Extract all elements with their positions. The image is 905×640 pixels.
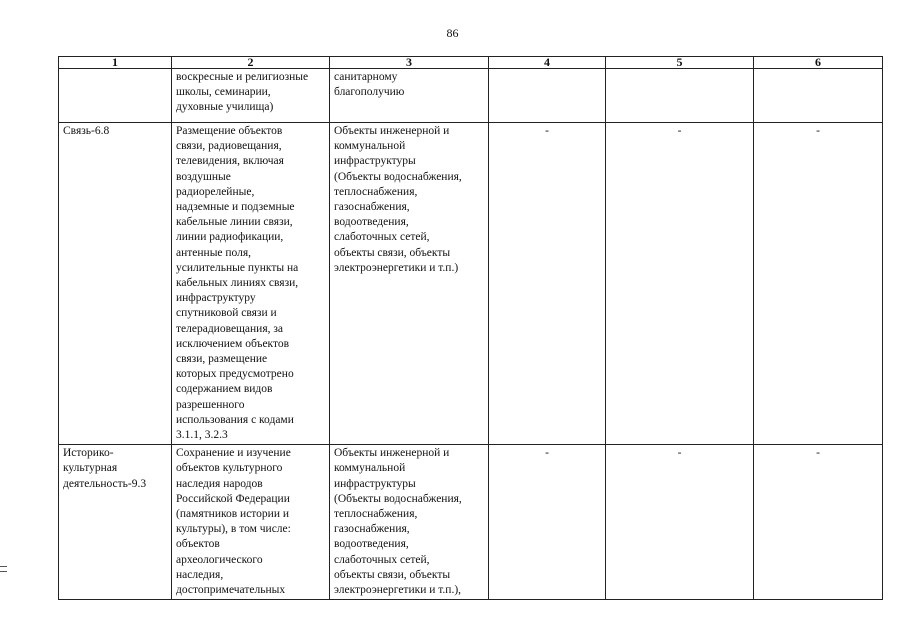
- cell-text-line: газоснабжения,: [334, 523, 410, 536]
- cell-text-line: телевидения, включая: [176, 155, 284, 168]
- cell-text-line: Размещение объектов: [176, 125, 283, 137]
- header-cell: 6: [754, 57, 883, 69]
- cell-text-line: Связь-6.8: [63, 125, 110, 137]
- cell-text-line: электроэнергетики и т.п.),: [334, 584, 462, 597]
- cell-text-line: археологического: [176, 553, 263, 566]
- cell-text-line: электроэнергетики и т.п.): [334, 261, 459, 274]
- cell-text-line: Историко-: [63, 447, 114, 460]
- cell-text-line: 3.1.1, 3.2.3: [176, 429, 228, 442]
- cell-text-line: духовные училища): [176, 101, 274, 114]
- cell-text-line: связи, радиовещания,: [176, 140, 282, 153]
- cell-text-line: теплоснабжения,: [334, 508, 418, 521]
- cell-text-line: наследия народов: [176, 477, 263, 490]
- cell-text-line: школы, семинарии,: [176, 86, 271, 99]
- cell-text-line: благополучию: [334, 86, 405, 99]
- param-cell-4: [489, 69, 606, 123]
- cell-text-line: объектов культурного: [176, 462, 283, 475]
- cell-text-line: слаботочных сетей,: [334, 231, 430, 244]
- cell-text-line: связи, размещение: [176, 353, 268, 366]
- cell-text-line: спутниковой связи и: [176, 307, 277, 320]
- cell-text-line: исключением объектов: [176, 337, 290, 350]
- land-use-table: [58, 56, 883, 600]
- cell-text-line: кабельных линиях связи,: [176, 277, 299, 290]
- cell-text-line: Объекты инженерной и: [334, 447, 450, 460]
- cell-text-line: слаботочных сетей,: [334, 553, 430, 566]
- zone-name-cell: [59, 123, 172, 445]
- param-cell-4: [489, 445, 606, 600]
- cell-text-line: радиорелейные,: [176, 185, 255, 198]
- param-cell-5: [606, 123, 754, 445]
- cell-text-line: водоотведения,: [334, 216, 409, 229]
- cell-value: -: [545, 125, 549, 137]
- use-description-cell: [172, 445, 330, 600]
- table-header-row: [59, 57, 883, 69]
- cell-text-line: наследия,: [176, 568, 224, 581]
- header-cell: 1: [59, 57, 172, 69]
- cell-value: -: [677, 447, 682, 460]
- cell-text-line: инфраструктуру: [176, 292, 256, 305]
- cell-text-line: которых предусмотрено: [176, 368, 294, 381]
- table-row: [59, 123, 883, 445]
- use-description-cell: [172, 69, 330, 123]
- cell-value: -: [816, 447, 820, 460]
- header-cell: 5: [606, 57, 754, 69]
- cell-text-line: усилительные пункты на: [176, 261, 299, 274]
- cell-text-line: линии радиофикации,: [176, 231, 284, 244]
- cell-text-line: Российской Федерации: [176, 492, 290, 505]
- cell-text-line: использования с кодами: [176, 413, 294, 426]
- cell-text-line: воздушные: [176, 170, 231, 183]
- cell-text-line: (Объекты водоснабжения,: [334, 170, 462, 183]
- cell-text-line: культурная: [63, 462, 118, 475]
- table-row: [59, 69, 883, 123]
- cell-value: -: [545, 447, 549, 460]
- cell-text-line: достопримечательных: [176, 584, 286, 597]
- cell-text-line: разрешенного: [176, 398, 245, 411]
- cell-text-line: содержанием видов: [176, 383, 273, 396]
- table-row: [59, 445, 883, 600]
- param-cell-5: [606, 69, 754, 123]
- cell-text-line: санитарному: [334, 71, 398, 83]
- header-cell: 3: [330, 57, 489, 69]
- zone-name-cell: [59, 69, 172, 123]
- cell-text-line: инфраструктуры: [334, 477, 416, 490]
- cell-text-line: коммунальной: [334, 462, 406, 475]
- cell-text-line: объекты связи, объекты: [334, 568, 451, 581]
- cell-text-line: антенные поля,: [176, 246, 252, 259]
- cell-text-line: инфраструктуры: [334, 155, 416, 168]
- cell-value: -: [677, 125, 682, 137]
- header-cell: 2: [172, 57, 330, 69]
- cell-value: -: [816, 125, 820, 137]
- cell-text-line: газоснабжения,: [334, 201, 410, 214]
- param-cell-4: [489, 123, 606, 445]
- cell-text-line: телерадиовещания, за: [176, 322, 284, 335]
- page-number: 86: [446, 26, 459, 40]
- cell-text-line: кабельные линии связи,: [176, 216, 293, 229]
- cell-text-line: объекты связи, объекты: [334, 246, 451, 259]
- param-cell-6: [754, 69, 883, 123]
- cell-text-line: надземные и подземные: [176, 201, 295, 214]
- cell-text-line: (памятников истории и: [176, 508, 290, 521]
- cell-text-line: теплоснабжения,: [334, 185, 418, 198]
- cell-text-line: коммунальной: [334, 140, 406, 153]
- param-cell-6: [754, 445, 883, 600]
- cell-text-line: Объекты инженерной и: [334, 125, 450, 137]
- cell-text-line: воскресные и религиозные: [176, 71, 309, 83]
- page-edge-mark: [0, 566, 7, 572]
- header-cell: 4: [489, 57, 606, 69]
- related-objects-cell: [330, 123, 489, 445]
- cell-text-line: (Объекты водоснабжения,: [334, 492, 462, 505]
- cell-text-line: объектов: [176, 538, 220, 551]
- param-cell-5: [606, 445, 754, 600]
- cell-text-line: водоотведения,: [334, 538, 409, 551]
- related-objects-cell: [330, 69, 489, 123]
- related-objects-cell: [330, 445, 489, 600]
- cell-text-line: Сохранение и изучение: [176, 447, 291, 460]
- cell-text-line: культуры), в том числе:: [176, 523, 291, 536]
- cell-text-line: деятельность-9.3: [63, 477, 147, 490]
- zone-name-cell: [59, 445, 172, 600]
- param-cell-6: [754, 123, 883, 445]
- use-description-cell: [172, 123, 330, 445]
